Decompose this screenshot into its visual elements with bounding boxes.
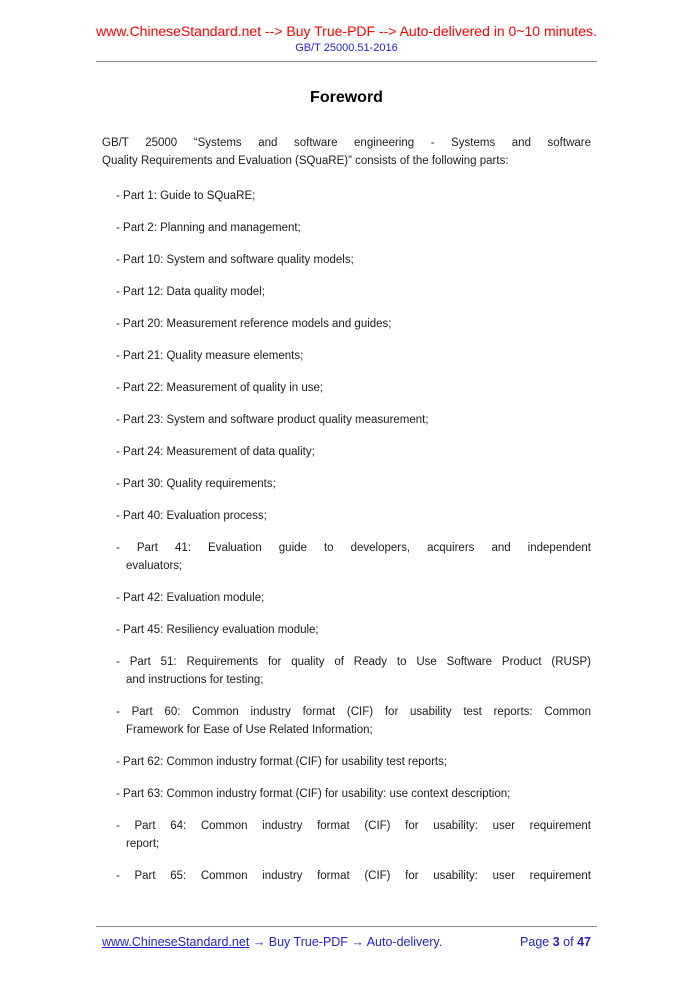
part-item	[102, 251, 591, 269]
text-line: and instructions for testing;	[126, 674, 264, 686]
part-item	[102, 589, 591, 607]
text-line: - Part 40: Evaluation process;	[116, 510, 267, 522]
part-item	[102, 753, 591, 771]
text-line: - Part 63: Common industry format (CIF) for usability: use context description;	[116, 788, 511, 800]
part-item	[102, 539, 591, 575]
part-item	[102, 507, 591, 525]
text-line: - Part 62: Common industry format (CIF) for usability test reports;	[116, 756, 448, 768]
page-indicator	[520, 934, 591, 950]
part-item	[102, 315, 591, 333]
part-item	[102, 703, 591, 739]
text-line: - Part 51: Requirements for quality of Ready to Use Software Product (RUSP)	[116, 656, 591, 668]
parts-list	[102, 187, 591, 885]
text-line: - Part 23: System and software product quality measurement;	[116, 414, 429, 426]
part-item	[102, 653, 591, 689]
intro-paragraph	[102, 134, 591, 170]
text-line: - Part 60: Common industry format (CIF) for usability test reports: Common	[116, 706, 591, 718]
text-line: - Part 22: Measurement of quality in use;	[116, 382, 324, 394]
text-line: - Part 64: Common industry format (CIF) for usability: user requirement	[116, 820, 591, 832]
page-footer	[0, 926, 693, 950]
of-label: of	[563, 935, 574, 949]
standard-number: GB/T 25000.51-2016	[295, 42, 398, 54]
part-item	[102, 443, 591, 461]
text-line: - Part 2: Planning and management;	[116, 222, 301, 234]
text-line: - Part 10: System and software quality models;	[116, 254, 354, 266]
text-line: - Part 20: Measurement reference models and guides;	[116, 318, 392, 330]
text-line: - Part 41: Evaluation guide to developers, acquirers and independent	[116, 542, 591, 554]
footer-site-link[interactable]: www.ChineseStandard.net	[102, 935, 250, 949]
text-line: - Part 65: Common industry format (CIF) for usability: user requirement	[116, 870, 591, 882]
page-total: 47	[577, 935, 591, 949]
part-item	[102, 867, 591, 885]
text-line: - Part 30: Quality requirements;	[116, 478, 276, 490]
text-line: - Part 12: Data quality model;	[116, 286, 265, 298]
text-line: - Part 42: Evaluation module;	[116, 592, 265, 604]
part-item	[102, 785, 591, 803]
part-item	[102, 219, 591, 237]
text-line: - Part 1: Guide to SQuaRE;	[116, 190, 256, 202]
footer-promo	[102, 934, 442, 950]
document-page	[0, 22, 693, 949]
promo-banner: www.ChineseStandard.net --> Buy True-PDF --> Auto-delivered in 0~10 minutes.	[96, 23, 597, 39]
footer-tagline: → Buy True-PDF → Auto-delivery.	[249, 935, 443, 949]
text-line: - Part 24: Measurement of data quality;	[116, 446, 315, 458]
part-item	[102, 379, 591, 397]
part-item	[102, 283, 591, 301]
text-line: report;	[126, 838, 160, 850]
page-label: Page	[520, 935, 550, 949]
text-line: evaluators;	[126, 560, 183, 572]
text-line: GB/T 25000 “Systems and software engineering - Systems and software	[102, 137, 591, 149]
text-line: Framework for Ease of Use Related Information;	[126, 724, 373, 736]
text-line: Quality Requirements and Evaluation (SQuaRE)” consists of the following parts:	[102, 155, 509, 167]
text-line: - Part 45: Resiliency evaluation module;	[116, 624, 319, 636]
part-item	[102, 475, 591, 493]
footer-divider	[96, 926, 597, 927]
part-item	[102, 817, 591, 853]
header-divider	[96, 61, 597, 62]
part-item	[102, 347, 591, 365]
part-item	[102, 187, 591, 205]
part-item	[102, 621, 591, 639]
page-title: Foreword	[310, 89, 383, 106]
page-number: 3	[552, 935, 560, 949]
part-item	[102, 411, 591, 429]
document-body	[0, 134, 693, 885]
text-line: - Part 21: Quality measure elements;	[116, 350, 304, 362]
